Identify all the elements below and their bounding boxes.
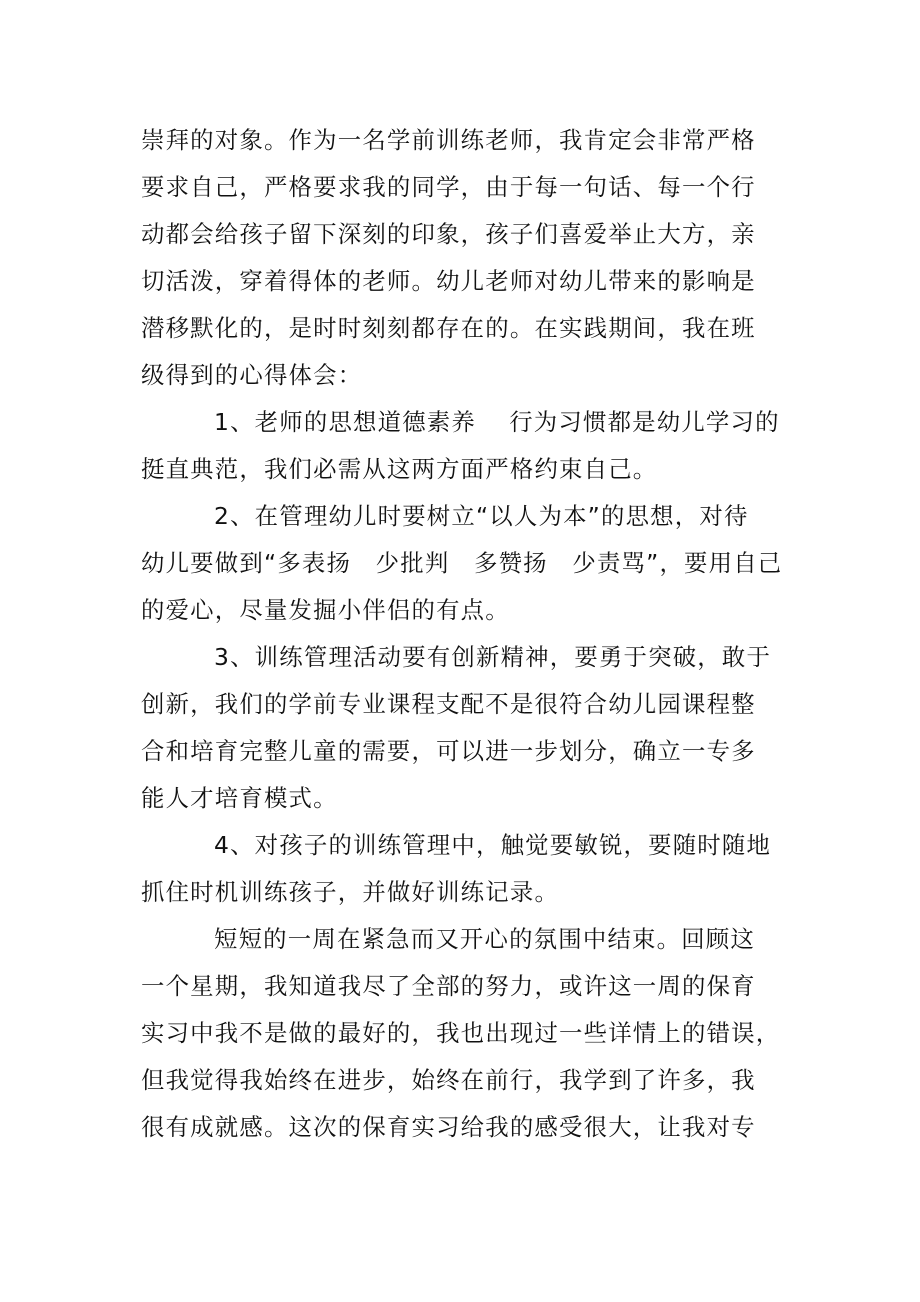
text-line: 挺直典范，我们必需从这两方面严格约束自己。: [141, 455, 658, 483]
document-body: [141, 117, 781, 1151]
text-line: 动都会给孩子留下深刻的印象，孩子们喜爱举止大方，亲: [141, 220, 756, 248]
text-line: 创新，我们的学前专业课程支配不是很符合幼儿园课程整: [141, 690, 756, 718]
text-line: 抓住时机训练孩子，并做好训练记录。: [141, 878, 560, 906]
text-line: 崇拜的对象。作为一名学前训练老师，我肯定会非常严格: [141, 126, 756, 154]
text-line: 合和培育完整儿童的需要，可以进一步划分，确立一专多: [141, 737, 756, 765]
text-line: 一个星期，我知道我尽了全部的努力，或许这一周的保育: [141, 972, 756, 1000]
text-line: 的爱心，尽量发掘小伴侣的有点。: [141, 596, 510, 624]
paragraph-first-line: 1、老师的思想道德素养 行为习惯都是幼儿学习的: [214, 408, 780, 436]
text-line: 能人才培育模式。: [141, 784, 338, 812]
paragraph-first-line: 短短的一周在紧急而又开心的氛围中结束。回顾这: [214, 925, 755, 953]
text-line: 切活泼，穿着得体的老师。幼儿老师对幼儿带来的影响是: [141, 267, 756, 295]
text-line: 级得到的心得体会：: [141, 361, 363, 389]
text-line: 要求自己，严格要求我的同学，由于每一句话、每一个行: [141, 173, 756, 201]
text-line: 幼儿要做到“多表扬 少批判 多赞扬 少责骂”，要用自己: [141, 549, 783, 577]
text-line: 实习中我不是做的最好的，我也出现过一些详情上的错误，: [141, 1019, 781, 1047]
paragraph-first-line: 3、训练管理活动要有创新精神，要勇于突破，敢于: [214, 643, 772, 671]
paragraph-first-line: 2、在管理幼儿时要树立“以人为本”的思想，对待: [214, 502, 749, 530]
text-line: 但我觉得我始终在进步，始终在前行，我学到了许多，我: [141, 1066, 756, 1094]
paragraph-first-line: 4、对孩子的训练管理中，触觉要敏锐，要随时随地: [214, 831, 772, 859]
text-line: 很有成就感。这次的保育实习给我的感受很大，让我对专: [141, 1113, 756, 1141]
text-line: 潜移默化的，是时时刻刻都存在的。在实践期间，我在班: [141, 314, 756, 342]
